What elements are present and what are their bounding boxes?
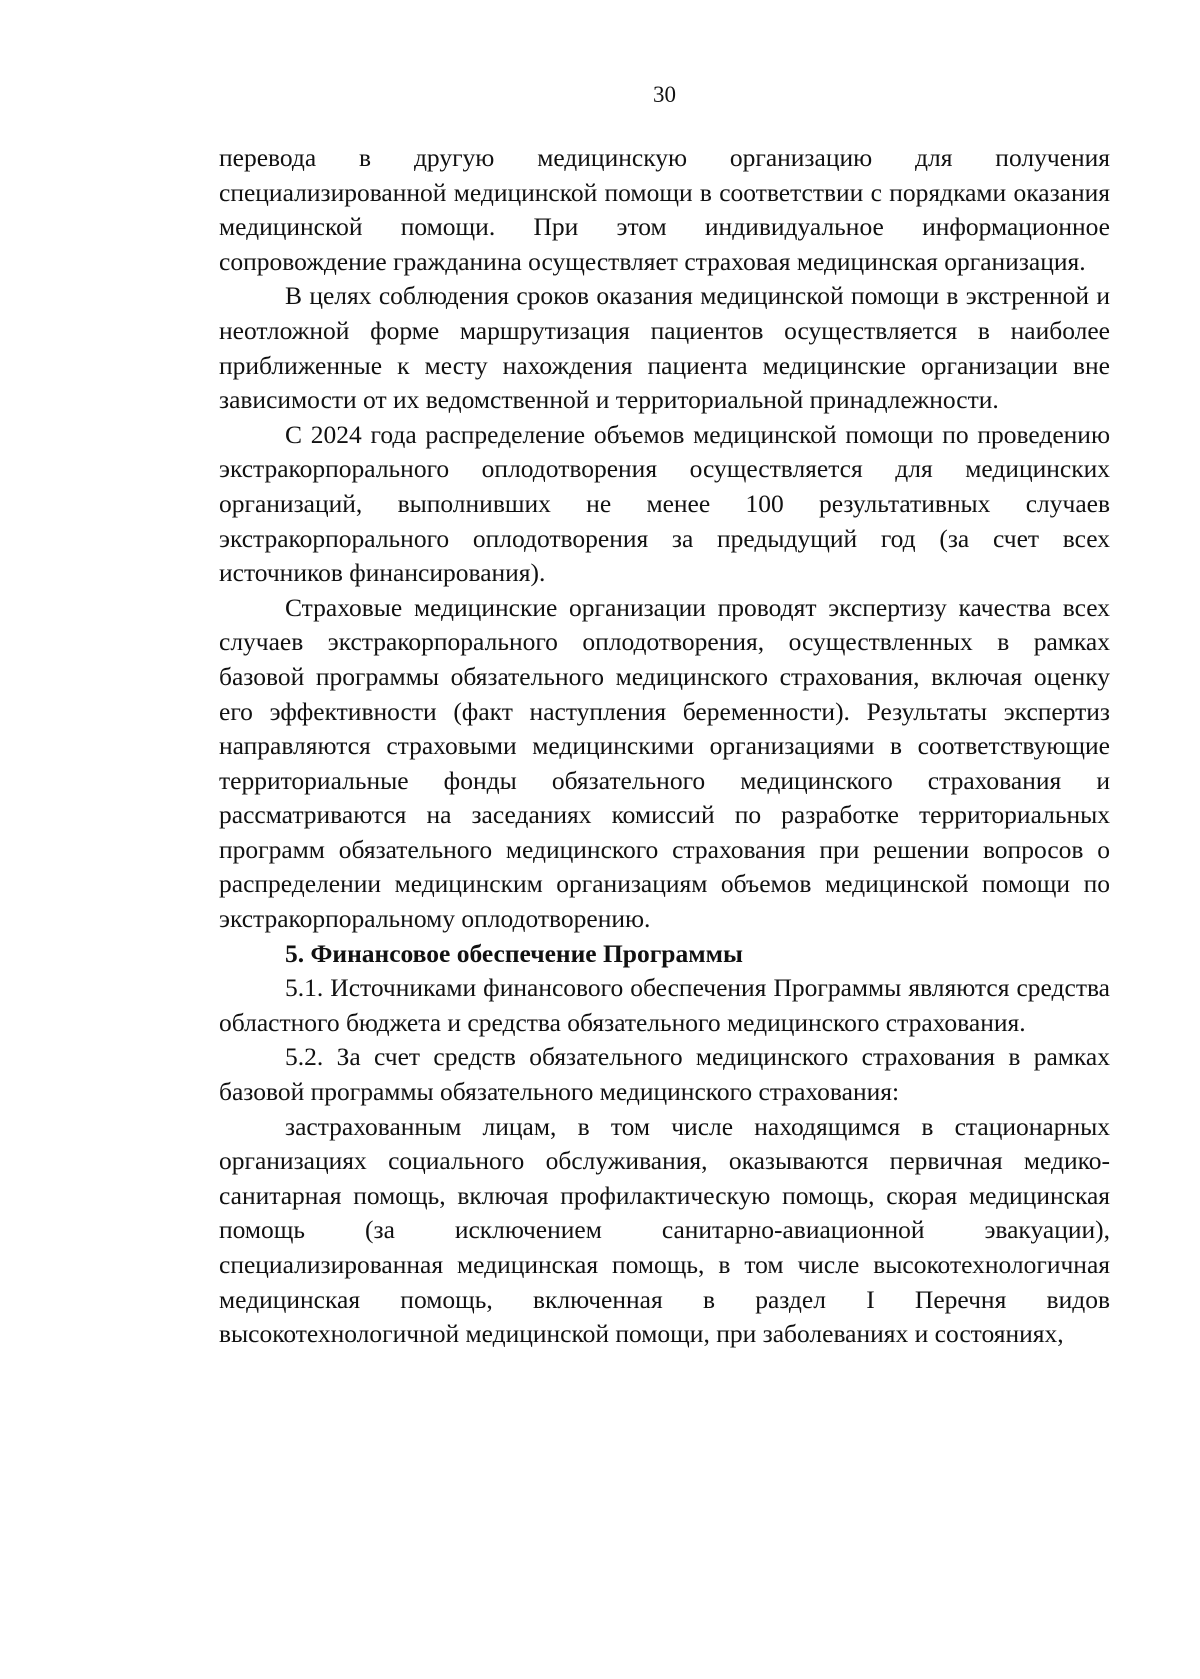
paragraph-insured-persons: застрахованным лицам, в том числе находящимся в стационарных организациях социального обслуживания, оказываются первичная медико-санитарная помощь, включая профилактическую помощь, скорая медицинская помощь (за исключением санитарно-авиационной эвакуации), специализированная медицинская помощь, в том числе высокотехнологичная медицинская помощь, включенная в раздел I Перечня видов высокотехнологичной медицинской помощи, при заболеваниях и состояниях, xyxy=(219,1111,1110,1349)
paragraph-5-2: 5.2. За счет средств обязательного медицинского страхования в рамках базовой программы обязательного медицинского страхования: xyxy=(219,1042,1110,1107)
paragraph-5-1: 5.1. Источниками финансового обеспечения Программы являются средства областного бюджета и средства обязательного медицинского страхования. xyxy=(219,973,1110,1037)
section-heading: 5. Финансовое обеспечение Программы xyxy=(285,938,743,968)
paragraph-ivf-distribution: С 2024 года распределение объемов медицинской помощи по проведению экстракорпорального оплодотворения осуществляется для медицинских организаций, выполнивших не менее 100 результативных случаев экстракорпорального оплодотворения за предыдущий год (за счет всех источников финансирования). xyxy=(219,419,1110,588)
page-number: 30 xyxy=(653,82,676,107)
paragraph-ivf-expertise: Страховые медицинские организации проводят экспертизу качества всех случаев экстракорпорального оплодотворения, осуществленных в рамках базовой программы обязательного медицинского страхования, включая оценку его эффективности (факт наступления беременности). Результаты экспертиз направляются страховыми медицинскими организациями в соответствующие территориальные фонды обязательного медицинского страхования и рассматриваются на заседаниях комиссий по разработке территориальных программ обязательного медицинского страхования при решении вопросов о распределении медицинским организациям объемов медицинской помощи по экстракорпоральному оплодотворению. xyxy=(219,592,1110,934)
paragraph-continuation: перевода в другую медицинскую организацию для получения специализированной медицинской помощи в соответствии с порядками оказания медицинской помощи. При этом индивидуальное информационное сопровождение гражданина осуществляет страховая медицинская организация. xyxy=(219,143,1110,276)
paragraph-routing: В целях соблюдения сроков оказания медицинской помощи в экстренной и неотложной форме маршрутизация пациентов осуществляется в наиболее приближенные к месту нахождения пациента медицинские организации вне зависимости от их ведомственной и территориальной принадлежности. xyxy=(219,281,1110,415)
document-body xyxy=(219,141,1110,1352)
